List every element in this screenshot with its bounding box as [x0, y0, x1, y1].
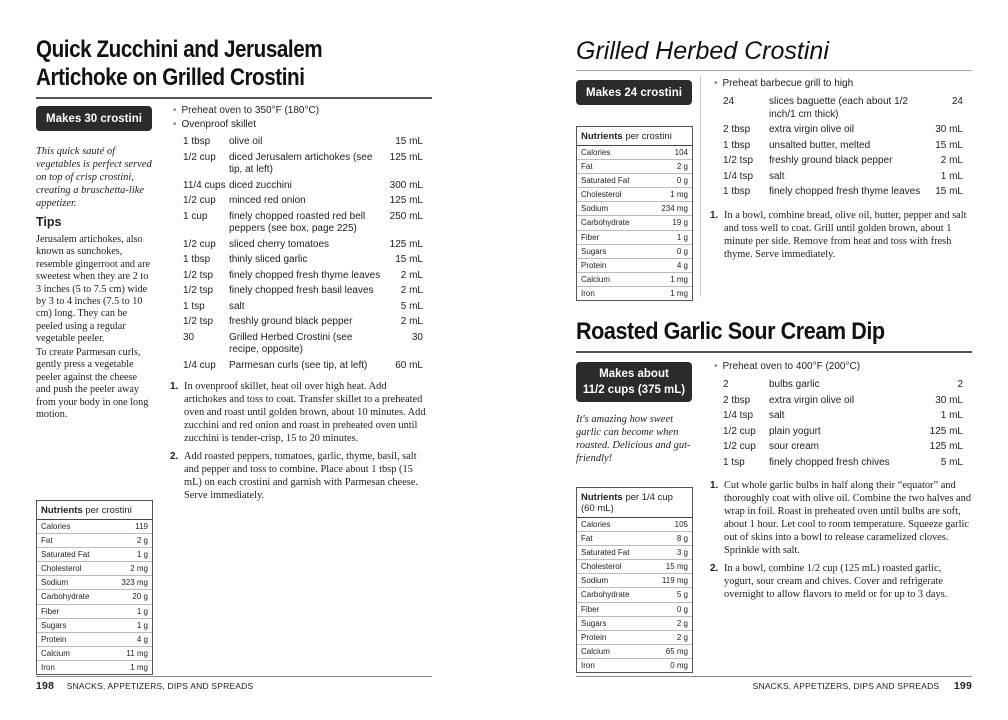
nutrient-row: [37, 562, 152, 576]
step-text: In a bowl, combine bread, olive oil, butter, pepper and salt and toss well to coat. Grill until golden brown, about 1 minute per side. Remove from heat and toss with fresh thyme. Serve immediately.: [724, 210, 967, 260]
nutrient-row: [577, 174, 692, 188]
nutrient-name: Cholesterol: [41, 564, 82, 574]
nutrient-row: [37, 619, 152, 633]
ingredient-quantity: 1 tsp: [723, 456, 745, 468]
ingredient-name: freshly ground black pepper: [229, 316, 353, 327]
nutrient-value: 0 g: [676, 176, 688, 186]
step-text: Cut whole garlic bulbs in half along their “equator” and thoroughly coat with olive oil. Combine the two halves and wrap in foil. Roast in preheated oven until bulbs are soft, about 1 hour. Let cool to room temperature. Squeeze garlic out of skins into a bowl to release caramelized cloves. Sprinkle with salt.: [724, 480, 972, 556]
ingredient-row: [723, 124, 963, 137]
nutrient-value: 1 g: [136, 606, 148, 616]
ingredient-name: sliced cherry tomatoes: [229, 238, 330, 250]
nutrient-value: 20 g: [132, 592, 148, 602]
nutrient-name: Sugars: [581, 246, 607, 256]
ingredient-quantity: 2: [723, 379, 729, 390]
prep-list: [173, 104, 319, 131]
ingredient-name: minced red onion: [229, 195, 306, 206]
nutrient-row: [37, 633, 152, 647]
ingredient-quantity: 1 tbsp: [183, 136, 211, 147]
nutrient-row: [577, 231, 692, 245]
ingredient-row: [183, 152, 423, 177]
ingredient-metric: 1 mL: [940, 410, 963, 421]
ingredient-name: finely chopped roasted red bell peppers (see box, page 225): [229, 210, 366, 234]
ingredient-row: [723, 457, 963, 470]
nutrient-value: 1 mg: [670, 190, 688, 200]
section-name: SNACKS, APPETIZERS, DIPS AND SPREADS: [66, 681, 254, 691]
step-number: 1.: [170, 381, 179, 392]
nutrient-row: [37, 576, 152, 590]
ingredient-row: [183, 332, 423, 357]
nutrient-row: [577, 603, 692, 617]
ingredient-name: slices baguette (each about 1/2 inch/1 cm thick): [769, 96, 908, 120]
method-step: [710, 479, 972, 557]
nutrient-name: Calcium: [581, 274, 610, 284]
method-step: [710, 562, 972, 601]
nutrient-row: [577, 532, 692, 546]
nutrient-value: 5 g: [676, 590, 688, 600]
ingredient-name: plain yogurt: [769, 425, 821, 437]
ingredient-metric: 2 mL: [400, 269, 423, 281]
ingredient-name: finely chopped fresh chives: [769, 456, 890, 468]
ingredient-quantity: 1/2 cup: [183, 151, 216, 163]
nutrient-value: 11 mg: [126, 648, 148, 658]
ingredient-metric: 30 mL: [935, 394, 963, 406]
nutrient-value: 2 g: [676, 632, 688, 642]
prep-item: • Preheat oven to 400°F (200°C): [714, 360, 860, 374]
ingredient-metric: 5 mL: [400, 300, 423, 312]
ingredient-metric: 2 mL: [940, 155, 963, 166]
ingredient-row: [183, 316, 423, 329]
prep-item: • Preheat oven to 350°F (180°C): [173, 104, 319, 118]
prep-item: • Ovenproof skillet: [173, 118, 319, 132]
ingredient-quantity: 11/4 cups: [183, 179, 226, 191]
prep-item: • Preheat barbecue grill to high: [714, 77, 853, 91]
yield-text: Makes 30 crostini: [46, 112, 142, 125]
nutrients-label: Nutrients: [581, 492, 623, 503]
ingredient-row: [723, 410, 963, 423]
ingredient-name: finely chopped fresh thyme leaves: [229, 269, 381, 281]
intro-text: This quick sauté of vegetables is perfect served on top of crisp crostini, creating a bruschetta-like appetizer.: [36, 146, 152, 209]
section-name: SNACKS, APPETIZERS, DIPS AND SPREADS: [752, 681, 940, 691]
ingredient-row: [183, 360, 423, 373]
ingredient-metric: 2: [957, 379, 963, 390]
nutrient-row: [577, 588, 692, 602]
nutrients-table: [576, 487, 693, 673]
nutrients-per: per crostini: [85, 505, 132, 516]
recipe-title-line2: Artichoke on Grilled Crostini: [36, 64, 305, 91]
title-divider: [36, 97, 432, 99]
nutrient-name: Protein: [581, 260, 607, 270]
tips-heading: Tips: [36, 215, 62, 229]
step-number: 1.: [710, 480, 719, 491]
ingredient-name: unsalted butter, melted: [769, 139, 871, 151]
page-footer: [753, 680, 972, 692]
ingredient-metric: 125 mL: [389, 238, 423, 250]
step-number: 1.: [710, 210, 719, 221]
nutrient-row: [577, 273, 692, 287]
nutrient-row: [577, 202, 692, 216]
nutrient-value: 2 g: [676, 618, 688, 628]
nutrient-name: Saturated Fat: [581, 176, 630, 186]
nutrients-rows: [577, 518, 692, 672]
nutrient-value: 3 g: [676, 548, 688, 558]
right-page: [504, 0, 1008, 720]
ingredient-quantity: 1/4 cup: [183, 359, 216, 371]
method-steps: [710, 479, 972, 606]
nutrient-row: [37, 590, 152, 604]
ingredient-name: salt: [769, 410, 785, 421]
ingredient-quantity: 1 tbsp: [723, 186, 751, 197]
nutrient-value: 234 mg: [661, 204, 688, 214]
ingredient-metric: 125 mL: [929, 441, 963, 452]
ingredient-metric: 15 mL: [395, 254, 423, 265]
ingredient-quantity: 2 tbsp: [723, 124, 751, 135]
recipe-title: Grilled Herbed Crostini: [576, 37, 829, 65]
nutrient-value: 4 g: [136, 634, 148, 644]
ingredient-row: [723, 426, 963, 439]
ingredient-quantity: 1 tbsp: [183, 254, 211, 265]
intro-text: It's amazing how sweet garlic can become when roasted. Delicious and gut-friendly!: [576, 414, 691, 464]
nutrient-value: 104: [674, 148, 688, 157]
ingredient-metric: 125 mL: [389, 151, 423, 163]
ingredient-row: [183, 301, 423, 314]
nutrient-value: 0 g: [676, 246, 688, 256]
title-divider: [576, 70, 972, 71]
ingredient-metric: 15 mL: [395, 136, 423, 147]
ingredient-quantity: 1/4 tsp: [723, 410, 754, 421]
nutrient-row: [37, 661, 152, 674]
nutrient-value: 323 mg: [121, 578, 148, 588]
nutrient-name: Fat: [581, 534, 593, 544]
nutrient-name: Carbohydrate: [41, 592, 90, 602]
nutrient-value: 65 mg: [665, 646, 688, 656]
nutrient-row: [37, 605, 152, 619]
ingredient-row: [723, 441, 963, 454]
nutrient-row: [577, 146, 692, 160]
nutrient-row: [577, 617, 692, 631]
step-text: Add roasted peppers, tomatoes, garlic, thyme, basil, salt and pepper and toss to combine. Place about 1 tbsp (15 mL) on each crostini and garnish with Parmesan cheese. Serve immediately.: [184, 451, 419, 501]
ingredient-quantity: 2 tbsp: [723, 394, 751, 406]
ingredient-quantity: 1/4 tsp: [723, 170, 754, 182]
nutrient-name: Calories: [581, 148, 611, 157]
ingredient-metric: 60 mL: [395, 359, 423, 371]
step-text: In a bowl, combine 1/2 cup (125 mL) roasted garlic, yogurt, sour cream and chives. Cover and refrigerate overnight to allow flavors to meld or for up to 3 days.: [724, 563, 948, 600]
footer-rule: [36, 676, 432, 677]
ingredients-list: [723, 379, 963, 472]
nutrients-rows: [37, 520, 152, 674]
yield-text: Makes about: [599, 368, 669, 380]
nutrients-table: [36, 500, 153, 675]
nutrient-row: [37, 548, 152, 562]
nutrient-row: [577, 560, 692, 574]
ingredient-metric: 15 mL: [935, 186, 963, 197]
ingredient-row: [723, 395, 963, 408]
nutrient-name: Fiber: [581, 604, 600, 614]
nutrient-row: [577, 659, 692, 672]
nutrient-row: [577, 645, 692, 659]
ingredient-quantity: 1/2 cup: [723, 441, 756, 452]
ingredient-row: [183, 195, 423, 208]
ingredient-metric: 30: [411, 331, 423, 343]
ingredients-list: [183, 136, 423, 375]
ingredient-name: extra virgin olive oil: [769, 394, 855, 406]
ingredient-quantity: 1 tbsp: [723, 139, 751, 151]
nutrient-name: Calcium: [581, 646, 610, 656]
nutrients-label: Nutrients: [581, 131, 623, 142]
nutrient-value: 2 g: [676, 162, 688, 172]
nutrient-name: Iron: [41, 662, 55, 672]
step-text: In ovenproof skillet, heat oil over high heat. Add artichokes and toss to coat. Transfer skillet to a preheated oven and roast until golden brown, about 10 minutes. Add zucchini and red onion and roast in preheated oven until zucchini is tender-crisp, 15 to 20 minutes.: [184, 381, 426, 444]
nutrient-row: [37, 647, 152, 661]
nutrient-value: 119: [135, 522, 148, 531]
nutrient-name: Saturated Fat: [581, 548, 630, 558]
nutrient-row: [577, 259, 692, 273]
nutrient-name: Calories: [581, 520, 611, 529]
nutrient-row: [37, 520, 152, 534]
ingredient-quantity: 1 tsp: [183, 300, 205, 312]
method-steps: [170, 380, 428, 507]
ingredient-name: olive oil: [229, 136, 263, 147]
ingredient-row: [723, 171, 963, 184]
nutrient-name: Iron: [581, 660, 595, 670]
nutrient-value: 1 g: [136, 620, 148, 630]
ingredient-name: sour cream: [769, 441, 820, 452]
ingredient-row: [183, 211, 423, 236]
nutrient-name: Carbohydrate: [581, 218, 630, 228]
ingredient-quantity: 1/2 tsp: [183, 269, 214, 281]
ingredient-name: salt: [769, 170, 785, 182]
nutrient-name: Saturated Fat: [41, 550, 90, 560]
ingredient-quantity: 1/2 tsp: [183, 316, 214, 327]
method-step: [170, 380, 428, 445]
nutrient-value: 2 g: [136, 536, 148, 546]
ingredient-quantity: 1/2 tsp: [723, 155, 754, 166]
nutrient-name: Sugars: [581, 618, 607, 628]
ingredient-row: [183, 285, 423, 298]
column-divider: [700, 75, 701, 297]
ingredient-name: salt: [229, 300, 245, 312]
ingredient-quantity: 1/2 cup: [723, 425, 756, 437]
nutrients-per: per 1/4 cup (60 mL): [581, 492, 673, 514]
recipe-title: [36, 36, 322, 92]
ingredient-metric: 125 mL: [929, 425, 963, 437]
yield-text: Makes 24 crostini: [586, 86, 682, 99]
page-footer: [36, 680, 253, 692]
ingredient-name: thinly sliced garlic: [229, 254, 308, 265]
ingredient-quantity: 1 cup: [183, 210, 208, 222]
nutrient-value: 2 mg: [130, 564, 148, 574]
nutrient-row: [577, 216, 692, 230]
ingredient-quantity: 1/2 tsp: [183, 285, 214, 296]
ingredient-name: Grilled Herbed Crostini (see recipe, opposite): [229, 331, 353, 355]
nutrient-value: 1 mg: [670, 288, 688, 298]
recipe-title: Roasted Garlic Sour Cream Dip: [576, 318, 885, 345]
step-number: 2.: [710, 563, 719, 574]
ingredient-row: [723, 140, 963, 153]
ingredient-row: [723, 96, 963, 121]
prep-list: [714, 360, 860, 374]
nutrient-row: [577, 518, 692, 532]
nutrients-header: [577, 488, 692, 518]
ingredient-name: freshly ground black pepper: [769, 155, 893, 166]
nutrient-name: Fiber: [41, 606, 60, 616]
nutrient-name: Fat: [581, 162, 593, 172]
ingredient-name: finely chopped fresh thyme leaves: [769, 186, 921, 197]
recipe-title-line1: Quick Zucchini and Jerusalem: [36, 36, 323, 63]
ingredient-name: diced Jerusalem artichokes (see tip, at left): [229, 151, 373, 175]
page-number: 198: [36, 680, 55, 692]
ingredient-metric: 125 mL: [389, 195, 423, 206]
nutrient-name: Protein: [41, 634, 67, 644]
nutrient-name: Carbohydrate: [581, 590, 630, 600]
ingredient-name: finely chopped fresh basil leaves: [229, 285, 374, 296]
ingredient-quantity: 30: [183, 331, 195, 343]
nutrient-name: Sugars: [41, 620, 67, 630]
nutrient-name: Cholesterol: [581, 562, 622, 572]
nutrient-value: 1 g: [676, 232, 688, 242]
nutrient-value: 1 mg: [670, 274, 688, 284]
yield-text: 11/2 cups (375 mL): [582, 384, 686, 396]
title-divider: [576, 351, 972, 353]
ingredient-row: [183, 180, 423, 193]
ingredient-row: [723, 379, 963, 392]
nutrients-header: [37, 501, 152, 520]
footer-rule: [576, 676, 972, 677]
ingredient-quantity: 24: [723, 96, 735, 107]
ingredient-metric: 300 mL: [389, 179, 423, 191]
nutrient-row: [577, 188, 692, 202]
nutrient-name: Sodium: [581, 576, 609, 586]
ingredient-row: [723, 186, 963, 199]
ingredient-quantity: 1/2 cup: [183, 195, 216, 206]
ingredient-metric: 5 mL: [940, 456, 963, 468]
method-step: [170, 450, 428, 502]
nutrient-row: [577, 546, 692, 560]
nutrient-row: [577, 245, 692, 259]
ingredient-name: Parmesan curls (see tip, at left): [229, 359, 368, 371]
nutrient-value: 119 mg: [661, 576, 688, 586]
nutrients-label: Nutrients: [41, 505, 83, 516]
method-steps: [710, 209, 968, 266]
ingredients-list: [723, 96, 963, 202]
nutrient-value: 4 g: [676, 260, 688, 270]
ingredient-name: diced zucchini: [229, 179, 292, 191]
nutrient-name: Fat: [41, 536, 53, 546]
nutrients-per: per crostini: [625, 131, 672, 142]
method-step: [710, 209, 968, 261]
nutrient-name: Sodium: [581, 204, 609, 214]
step-number: 2.: [170, 451, 179, 462]
ingredient-metric: 15 mL: [935, 139, 963, 151]
ingredient-row: [183, 254, 423, 267]
ingredient-metric: 30 mL: [935, 124, 963, 135]
nutrient-name: Protein: [581, 632, 607, 642]
nutrient-name: Fiber: [581, 232, 600, 242]
nutrient-value: 1 mg: [130, 662, 148, 672]
tip-paragraph: Jerusalem artichokes, also known as sunchokes, resemble gingerroot and are sweetest when they are 2 to 3 inches (5 to 7.5 cm) wide by 3 to 4 inches (7.5 to 10 cm) long. They can be peeled using a regular vegetable peeler.: [36, 234, 150, 345]
prep-list: [714, 77, 853, 91]
ingredient-quantity: 1/2 cup: [183, 238, 216, 250]
yield-badge: [36, 106, 152, 131]
tip-paragraph: To create Parmesan curls, gently press a vegetable peeler against the cheese and push the peeler away from your body in one long motion.: [36, 347, 149, 421]
nutrients-rows: [577, 146, 692, 300]
nutrient-value: 0 g: [676, 604, 688, 614]
nutrient-row: [577, 160, 692, 174]
nutrient-name: Sodium: [41, 578, 69, 588]
nutrient-value: 1 g: [136, 550, 148, 560]
nutrient-value: 0 mg: [670, 660, 688, 670]
nutrient-row: [37, 534, 152, 548]
nutrients-table: [576, 126, 693, 301]
nutrient-name: Iron: [581, 288, 595, 298]
nutrient-name: Cholesterol: [581, 190, 622, 200]
nutrient-row: [577, 574, 692, 588]
ingredient-metric: 24: [951, 96, 963, 107]
nutrient-value: 15 mg: [665, 562, 688, 572]
ingredient-metric: 2 mL: [400, 316, 423, 327]
nutrient-value: 105: [674, 520, 688, 529]
nutrient-value: 8 g: [676, 534, 688, 544]
nutrients-header: [577, 127, 692, 146]
ingredient-name: bulbs garlic: [769, 379, 820, 390]
ingredient-row: [183, 270, 423, 283]
yield-badge: [576, 80, 692, 105]
ingredient-metric: 1 mL: [940, 170, 963, 182]
nutrient-row: [577, 631, 692, 645]
yield-badge: [576, 362, 692, 402]
ingredient-row: [183, 136, 423, 149]
ingredient-metric: 250 mL: [389, 210, 423, 222]
nutrient-name: Calories: [41, 522, 71, 531]
nutrient-value: 19 g: [672, 218, 688, 228]
ingredient-metric: 2 mL: [400, 285, 423, 296]
ingredient-row: [183, 239, 423, 252]
page-number: 199: [953, 680, 972, 692]
ingredient-row: [723, 155, 963, 168]
ingredient-name: extra virgin olive oil: [769, 124, 855, 135]
nutrient-row: [577, 287, 692, 300]
nutrient-name: Calcium: [41, 648, 70, 658]
